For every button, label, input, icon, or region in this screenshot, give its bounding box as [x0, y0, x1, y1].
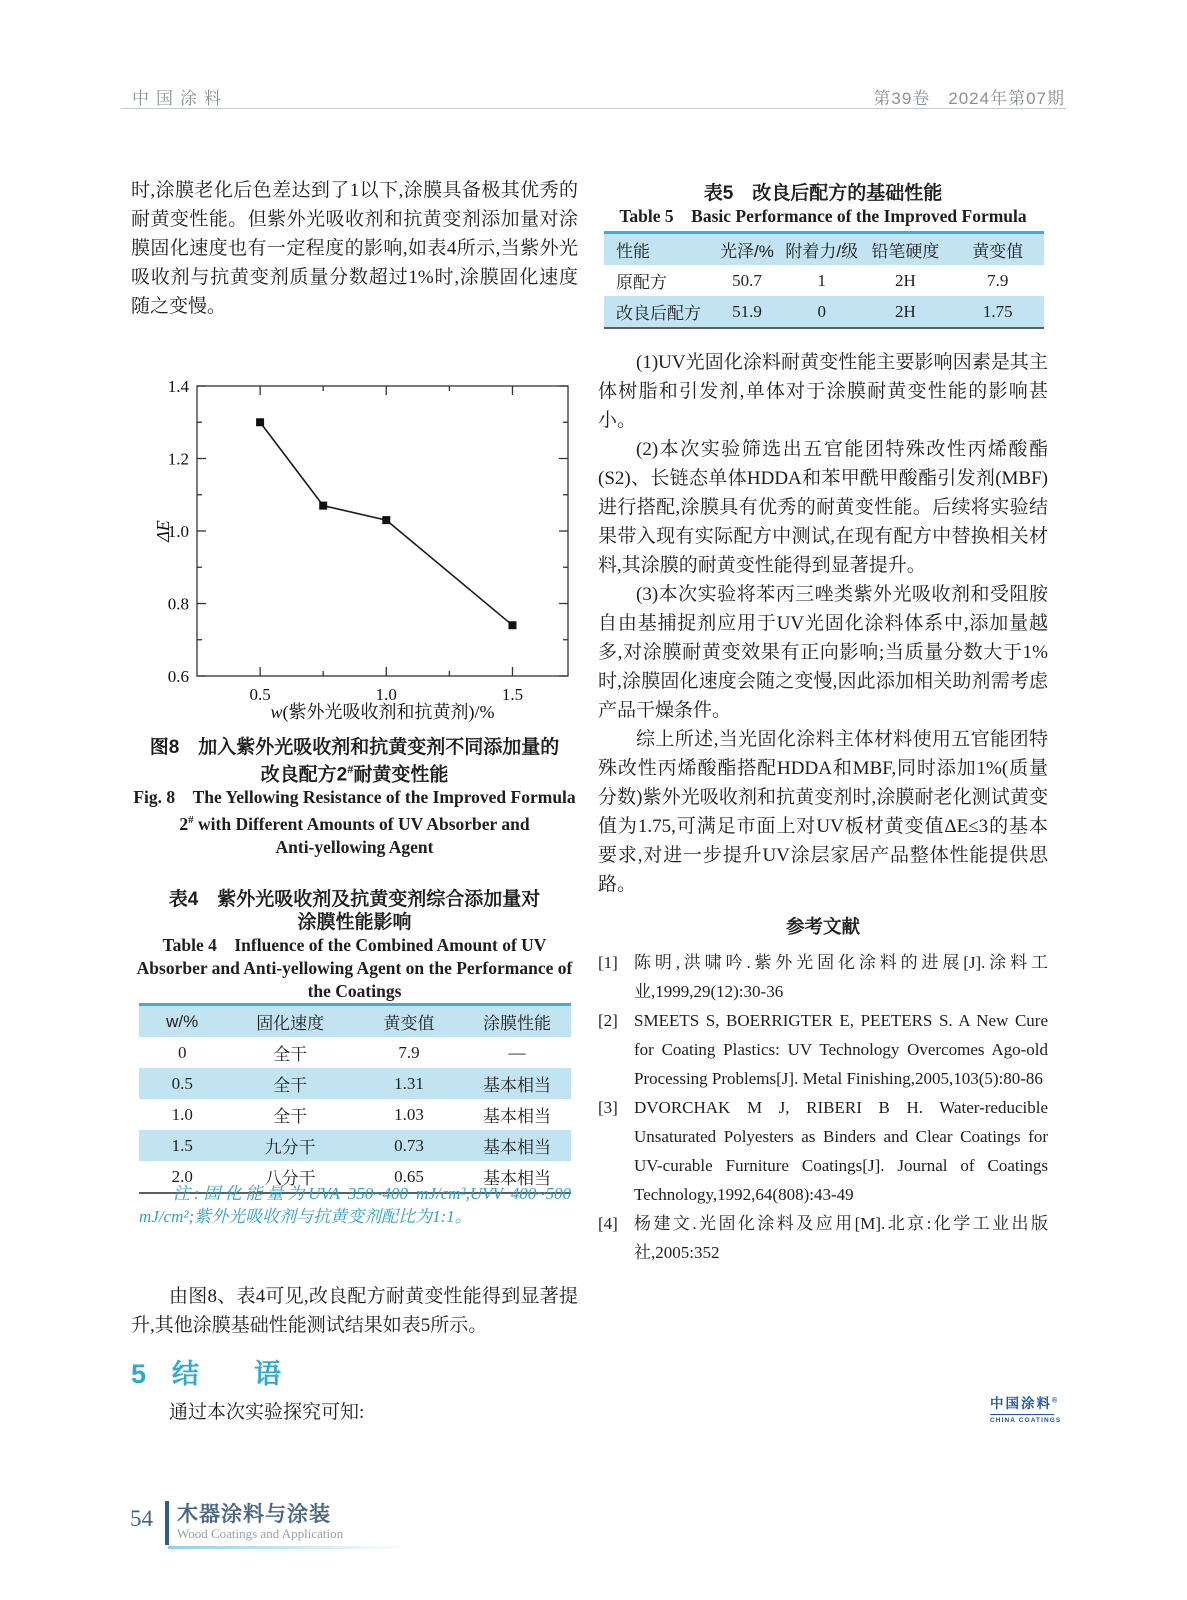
- reference-number: [2]: [598, 1011, 618, 1030]
- table-cell: 0: [817, 301, 827, 321]
- conclusion-point-1: (1)UV光固化涂料耐黄变性能主要影响因素是其主体树脂和引发剂,单体对于涂膜耐黄变性能的影响甚小。: [598, 352, 1048, 431]
- reference-text: SMEETS S, BOERRIGTER E, PEETERS S. A New Cure for Coating Plastics: UV Technology Overcomes Ago-old Processing Problems[J]. Metal Finishing,2005,103(5):80-86: [634, 1011, 1048, 1088]
- table-header-row: [604, 233, 1044, 266]
- table-cell: 2H: [894, 270, 916, 290]
- table-cell: 1.0: [171, 1104, 193, 1124]
- references-heading: 参考文献: [785, 916, 860, 937]
- column-header: 涂膜性能: [463, 1005, 571, 1038]
- svg-text:1.2: 1.2: [167, 449, 189, 469]
- logo-name: 中国涂料®: [990, 1396, 1060, 1411]
- figure-caption-en-line3: Anti-yellowing Agent: [275, 837, 434, 858]
- figure-8: [135, 370, 580, 722]
- footer-gradient-rule: [168, 1546, 413, 1549]
- reference-item: [598, 1093, 1048, 1209]
- table5-caption-en: Table 5 Basic Performance of the Improved Formula: [619, 206, 1027, 226]
- svg-text:1.4: 1.4: [167, 377, 189, 396]
- table4-caption-cn-line1: 表4 紫外光吸收剂及抗黄变剂综合添加量对: [168, 889, 541, 910]
- reference-item: [598, 948, 1048, 1006]
- column-header: 附着力/级: [784, 233, 859, 266]
- reference-text: 陈明,洪啸吟.紫外光固化涂料的进展[J].涂料工业,1999,29(12):30-36: [634, 953, 1048, 1001]
- header-rule: [121, 108, 1066, 109]
- table5-caption: [598, 182, 1048, 228]
- column-header: 黄变值: [952, 233, 1044, 266]
- figure-caption-cn-line2: 改良配方2#耐黄变性能: [260, 764, 449, 786]
- column-header: 黄变值: [355, 1005, 463, 1038]
- reference-text: DVORCHAK M J, RIBERI B H. Water-reducible Unsaturated Polyesters as Binders and Clear Coatings for UV-curable Furniture Coatings[J]. Journal of Coatings Technology,1992,64(808):43-49: [634, 1098, 1048, 1204]
- table-cell: 7.9: [987, 270, 1009, 290]
- table-cell: 基本相当: [482, 1076, 551, 1095]
- table-cell: 九分干: [264, 1138, 316, 1157]
- column-header: 性能: [604, 233, 710, 266]
- table-row: [139, 1037, 571, 1068]
- column-header: w/%: [139, 1005, 225, 1038]
- table-cell: 改良后配方: [616, 304, 701, 323]
- table-cell: 1.31: [394, 1073, 424, 1093]
- table-cell: 0.65: [394, 1166, 424, 1186]
- table-header-row: [139, 1005, 571, 1038]
- figure-caption-en-line2: 2# with Different Amounts of UV Absorber and: [179, 814, 530, 835]
- table4-note: 注:固化能量为UVA 350~400 mJ/cm²,UVV 400~500 mJ/cm²;紫外光吸收剂与抗黄变剂配比为1:1。: [139, 1184, 571, 1226]
- svg-text:w(紫外光吸收剂和抗黄剂)/%: w(紫外光吸收剂和抗黄剂)/%: [270, 702, 495, 722]
- table4-caption-en-line2: Absorber and Anti-yellowing Agent on the Performance of: [136, 958, 573, 978]
- logo-divider: [990, 1414, 1054, 1415]
- table-cell: 1.03: [394, 1104, 424, 1124]
- logo-subtitle: CHINA COATINGS: [990, 1417, 1062, 1424]
- table-cell: 7.9: [398, 1042, 420, 1062]
- reference-number: [3]: [598, 1098, 618, 1117]
- table-row: [604, 296, 1044, 328]
- conclusion-summary: 综上所述,当光固化涂料主体材料使用五官能团特殊改性丙烯酸酯搭配HDDA和MBF,同时添加1%(质量分数)紫外光吸收剂和抗黄变剂时,涂膜耐老化测试黄变值为1.75,可满足市面上对UV板材黄变值ΔE≤3的基本要求,对进一步提升UV涂层家居产品整体性能提供思路。: [598, 729, 1048, 895]
- table-cell: 基本相当: [482, 1169, 551, 1188]
- table-row: [604, 265, 1044, 296]
- section-title: 结 语: [172, 1359, 296, 1389]
- page-number: 54: [130, 1506, 153, 1531]
- section-number: 5: [131, 1359, 147, 1389]
- paragraph-figures-summary: 由图8、表4可见,改良配方耐黄变性能得到显著提升,其他涂膜基础性能测试结果如表5所示。: [131, 1286, 578, 1336]
- table-cell: 八分干: [264, 1169, 316, 1188]
- table-5: [604, 231, 1044, 329]
- svg-text:1.0: 1.0: [375, 685, 397, 704]
- figure8-line-chart: [135, 370, 580, 722]
- table4-caption: [131, 888, 578, 1003]
- table-cell: 51.9: [732, 301, 762, 321]
- column-header: 固化速度: [225, 1005, 355, 1038]
- table4-caption-en-line1: Table 4 Influence of the Combined Amount of UV: [162, 935, 547, 955]
- reference-text: 杨建文.光固化涂料及应用[M].北京:化学工业出版社,2005:352: [634, 1214, 1048, 1262]
- journal-title: 中国涂料: [132, 89, 228, 108]
- table-cell: 全干: [273, 1107, 308, 1126]
- table-row: [139, 1130, 571, 1161]
- svg-text:ΔE: ΔE: [153, 520, 173, 542]
- table-cell: 0.5: [171, 1073, 193, 1093]
- issue-info: 第39卷 2024年第07期: [873, 89, 1065, 108]
- table4-caption-en-line3: the Coatings: [307, 981, 402, 1001]
- figure8-caption: [131, 736, 578, 859]
- reference-item: [598, 1006, 1048, 1093]
- table-cell: 2H: [894, 301, 916, 321]
- svg-text:1.5: 1.5: [501, 685, 524, 704]
- reference-number: [1]: [598, 953, 618, 972]
- table-cell: 全干: [273, 1045, 308, 1064]
- table-cell: 基本相当: [482, 1138, 551, 1157]
- section-heading-conclusion: [131, 1352, 295, 1391]
- references-list: [598, 948, 1048, 1267]
- table-row: [139, 1068, 571, 1099]
- footer-divider-bar: [165, 1501, 169, 1545]
- figure-caption-cn-line1: 图8 加入紫外光吸收剂和抗黄变剂不同添加量的: [149, 737, 560, 758]
- paragraph-continued: 时,涂膜老化后色差达到了1以下,涂膜具备极其优秀的耐黄变性能。但紫外光吸收剂和抗黄变剂添加量对涂膜固化速度也有一定程度的影响,如表4所示,当紫外光吸收剂与抗黄变剂质量分数超过1%时,涂膜固化速度随之变慢。: [131, 180, 578, 317]
- conclusion-point-2: (2)本次实验筛选出五官能团特殊改性丙烯酸酯(S2)、长链态单体HDDA和苯甲酰甲酸酯引发剂(MBF)进行搭配,涂膜具有优秀的耐黄变性能。后续将实验结果带入现有实际配方中测试,在现有配方中替换相关材料,其涂膜的耐黄变性能得到显著提升。: [598, 439, 1048, 576]
- table-cell: 原配方: [616, 273, 667, 292]
- table-cell: —: [508, 1042, 526, 1062]
- table-cell: 0.73: [394, 1135, 424, 1155]
- svg-text:1.0: 1.0: [167, 522, 189, 541]
- conclusion-point-3: (3)本次实验将苯丙三唑类紫外光吸收剂和受阻胺自由基捕捉剂应用于UV光固化涂料体系中,添加量越多,对涂膜耐黄变效果有正向影响;当质量分数大于1%时,涂膜固化速度会随之变慢,因此添加相关助剂需考虑产品干燥条件。: [598, 584, 1048, 721]
- svg-text:0.8: 0.8: [167, 594, 189, 614]
- footer-column-en: Wood Coatings and Application: [177, 1526, 344, 1541]
- table-cell: 全干: [273, 1076, 308, 1095]
- paragraph-conclusion-intro: 通过本次实验探究可知:: [169, 1402, 365, 1423]
- column-header: 光泽/%: [710, 233, 785, 266]
- china-coatings-logo: [990, 1392, 1062, 1424]
- table4-caption-cn-line2: 涂膜性能影响: [297, 912, 412, 933]
- table5-caption-cn: 表5 改良后配方的基础性能: [703, 183, 943, 204]
- table-4: [139, 1003, 571, 1194]
- reference-number: [4]: [598, 1214, 618, 1233]
- svg-text:0.6: 0.6: [167, 667, 189, 686]
- reference-item: [598, 1209, 1048, 1267]
- table-cell: 1.75: [982, 301, 1013, 321]
- table-cell: 基本相当: [482, 1107, 551, 1126]
- table-cell: 0: [177, 1042, 187, 1062]
- svg-text:0.5: 0.5: [249, 685, 271, 704]
- column-header: 铅笔硬度: [859, 233, 951, 266]
- footer-column-cn: 木器涂料与涂装: [177, 1503, 331, 1526]
- figure-caption-en-line1: Fig. 8 The Yellowing Resistance of the Improved Formula: [133, 787, 576, 808]
- conclusion-paragraphs: [598, 348, 1048, 1267]
- table-cell: 2.0: [171, 1166, 193, 1186]
- table-row: [139, 1099, 571, 1130]
- table-cell: 50.7: [732, 270, 762, 290]
- table-cell: 1: [817, 270, 827, 290]
- table-cell: 1.5: [171, 1135, 193, 1155]
